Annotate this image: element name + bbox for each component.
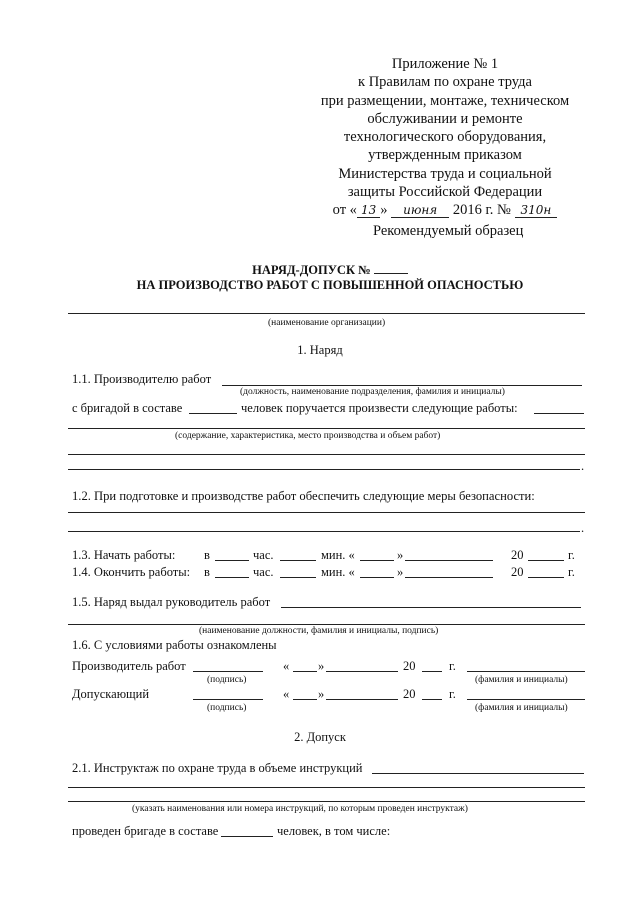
work-caption: (содержание, характеристика, место производства и объем работ) — [175, 431, 441, 441]
admitter-day-field[interactable] — [293, 699, 317, 700]
end-min-field[interactable] — [360, 577, 394, 578]
safety-measures-field[interactable] — [68, 531, 580, 532]
producer-month-field[interactable] — [326, 671, 398, 672]
order-month: июня — [391, 203, 449, 218]
brigade2-text: человек, в том числе: — [277, 824, 391, 838]
p21-label: 2.1. Инструктаж по охране труда в объеме инструкций — [72, 761, 363, 775]
producer-day-field[interactable] — [293, 671, 317, 672]
brigade2-size-field[interactable] — [221, 836, 273, 837]
work-field[interactable] — [68, 469, 580, 470]
brigade-text: человек поручается произвести следующие работы: — [241, 401, 518, 415]
work-field[interactable] — [68, 454, 585, 455]
p16-label: 1.6. С условиями работы ознакомлены — [72, 638, 277, 652]
order-number: 310н — [515, 203, 558, 218]
start-day-field[interactable] — [215, 560, 249, 561]
order-day: 13 — [357, 203, 380, 218]
p15-label: 1.5. Наряд выдал руководитель работ — [72, 595, 271, 609]
brigade-label: с бригадой в составе — [72, 401, 183, 415]
producer-label: Производитель работ — [72, 659, 186, 673]
p14-label: 1.4. Окончить работы: — [72, 565, 191, 579]
p21-caption: (указать наименования или номера инструкций, по которым проведен инструктаж) — [132, 804, 468, 814]
signature-caption: (подпись) — [207, 675, 247, 685]
p13-label: 1.3. Начать работы: — [72, 548, 176, 562]
admitter-label: Допускающий — [72, 687, 150, 701]
issuer-field[interactable] — [68, 624, 585, 625]
name-caption: (фамилия и инициалы) — [475, 675, 568, 685]
organization-caption: (наименование организации) — [268, 318, 386, 328]
section-2-heading: 2. Допуск — [294, 730, 346, 744]
p12-text: 1.2. При подготовке и производстве работ обеспечить следующие меры безопасности: — [72, 489, 535, 503]
admitter-month-field[interactable] — [326, 699, 398, 700]
admitter-signature-field[interactable] — [193, 699, 263, 700]
header-line: к Правилам по охране труда — [358, 74, 532, 91]
appendix-header — [300, 55, 590, 220]
organization-field[interactable] — [68, 313, 585, 314]
admitter-year-field[interactable] — [422, 699, 442, 700]
permit-number-field[interactable] — [374, 262, 408, 274]
brigade2-label: проведен бригаде в составе — [72, 824, 219, 838]
header-line: Министерства труда и социальной — [338, 165, 552, 182]
p15-caption: (наименование должности, фамилия и инициалы, подпись) — [199, 626, 439, 636]
start-month-field[interactable] — [405, 560, 493, 561]
safety-measures-field[interactable] — [68, 512, 585, 513]
issuer-field[interactable] — [281, 607, 581, 608]
work-producer-field[interactable] — [222, 385, 582, 386]
end-year-field[interactable] — [528, 577, 564, 578]
brigade-size-field[interactable] — [189, 413, 237, 414]
producer-year-field[interactable] — [422, 671, 442, 672]
header-line: при размещении, монтаже, техническом — [320, 92, 570, 109]
end-hour-field[interactable] — [280, 577, 316, 578]
work-field-inline[interactable] — [534, 413, 584, 414]
end-day-field[interactable] — [215, 577, 249, 578]
header-line: защиты Российской Федерации — [347, 184, 543, 201]
instructions-field[interactable] — [68, 787, 585, 788]
recommended-sample: Рекомендуемый образец — [373, 223, 524, 239]
start-min-field[interactable] — [360, 560, 394, 561]
signature-caption: (подпись) — [207, 703, 247, 713]
header-line: обслуживании и ремонте — [367, 110, 523, 127]
header-line: технологического оборудования, — [343, 129, 547, 146]
section-1-heading: 1. Наряд — [297, 343, 343, 357]
producer-name-field[interactable] — [467, 671, 585, 672]
order-date-line: от « 13 » июня 2016 г. № 310н — [300, 201, 590, 219]
instructions-field[interactable] — [68, 801, 585, 802]
start-year-field[interactable] — [528, 560, 564, 561]
header-line: утвержденным приказом — [368, 147, 522, 164]
p11-caption: (должность, наименование подразделения, фамилия и инициалы) — [240, 387, 505, 397]
start-hour-field[interactable] — [280, 560, 316, 561]
document-title: НАРЯД-ДОПУСК № НА ПРОИЗВОДСТВО РАБОТ С ПОВЫШЕННОЙ ОПАСНОСТЬЮ — [136, 263, 524, 292]
admitter-name-field[interactable] — [467, 699, 585, 700]
name-caption: (фамилия и инициалы) — [475, 703, 568, 713]
end-month-field[interactable] — [405, 577, 493, 578]
work-field[interactable] — [68, 428, 585, 429]
header-line: Приложение № 1 — [391, 56, 499, 72]
p11-label: 1.1. Производителю работ — [72, 372, 212, 386]
producer-signature-field[interactable] — [193, 671, 263, 672]
instructions-field[interactable] — [372, 773, 584, 774]
